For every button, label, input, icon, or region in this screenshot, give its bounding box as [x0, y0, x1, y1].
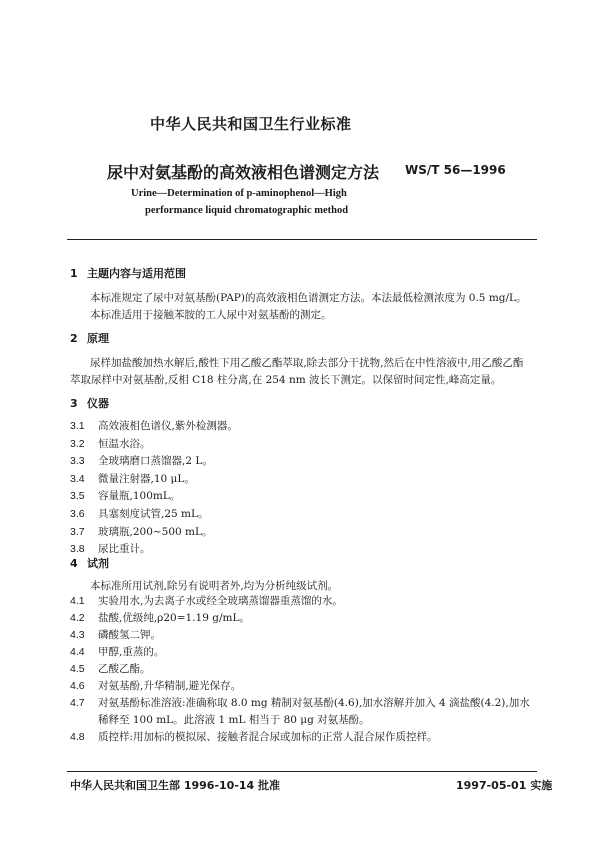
list-item	[70, 661, 151, 676]
item-number: 3.2	[70, 437, 85, 450]
section-4-heading	[70, 555, 109, 571]
item-text: 具塞刻度试管,25 mL。	[98, 508, 209, 520]
section-4-intro: 本标准所用试剂,除另有说明者外,均为分析纯级试剂。	[90, 580, 339, 592]
list-item	[70, 453, 213, 468]
standard-code: WS/T 56—1996	[405, 163, 506, 177]
list-item	[70, 541, 151, 556]
section-number: 4	[70, 557, 78, 570]
section-number: 2	[70, 332, 78, 345]
header-divider	[67, 239, 537, 240]
item-text: 对氨基酚,升华精制,避光保存。	[98, 680, 242, 692]
section-3-heading	[70, 395, 109, 411]
item-number: 4.2	[70, 612, 85, 624]
item-number: 4.5	[70, 663, 85, 675]
footer-divider	[67, 771, 537, 772]
list-item	[70, 593, 343, 608]
item-text: 实验用水,为去离子水或经全玻璃蒸馏器重蒸馏的水。	[98, 595, 343, 607]
list-item	[70, 610, 250, 625]
section-1-paragraph-2: 本标准适用于接触苯胺的工人尿中对氨基酚的测定。	[90, 309, 332, 321]
item-number: 4.7	[70, 697, 85, 709]
section-2-paragraph-line-1: 尿样加盐酸加热水解后,酸性下用乙酸乙酯萃取,除去部分干扰物,然后在中性溶液中,用乙酸乙酯	[90, 357, 524, 369]
item-number: 3.3	[70, 455, 85, 468]
approval-date: 中华人民共和国卫生部 1996-10-14 批准	[70, 779, 281, 792]
english-title-line-2: performance liquid chromatographic method	[145, 205, 349, 216]
section-title: 试剂	[87, 557, 109, 570]
list-item	[70, 678, 241, 693]
section-number: 3	[70, 397, 78, 410]
list-item	[70, 436, 151, 451]
document-title: 尿中对氨基酚的高效液相色谱测定方法	[107, 163, 380, 182]
implementation-date: 1997-05-01 实施	[456, 779, 553, 792]
list-item	[70, 506, 208, 521]
item-text: 乙酸乙酯。	[98, 663, 151, 675]
issuing-organization: 中华人民共和国卫生行业标准	[150, 115, 352, 133]
list-item	[70, 644, 164, 659]
item-text: 微量注射器,10 μL。	[98, 472, 195, 485]
item-text: 恒温水浴。	[98, 437, 151, 450]
item-number: 4.8	[70, 731, 85, 743]
item-text: 稀释至 100 mL。此溶液 1 mL 相当于 80 μg 对氨基酚。	[98, 714, 370, 726]
item-number: 4.1	[70, 595, 85, 607]
item-text: 尿比重计。	[98, 543, 151, 556]
section-1-paragraph-1: 本标准规定了尿中对氨基酚(PAP)的高效液相色谱测定方法。本法最低检测浓度为 0.5 mg/L。	[90, 292, 527, 304]
item-number: 3.5	[70, 490, 85, 503]
english-title-line-1: Urine—Determination of p-aminophenol—High	[131, 188, 347, 199]
list-item	[70, 695, 530, 710]
item-text: 玻璃瓶,200~500 mL。	[98, 525, 213, 538]
item-text: 对氨基酚标准溶液:准确称取 8.0 mg 精制对氨基酚(4.6),加水溶解并加入 4 滴盐酸(4.2),加水	[98, 697, 530, 709]
section-title: 主题内容与适用范围	[87, 267, 186, 280]
item-number: 4.4	[70, 646, 85, 658]
item-number: 3.6	[70, 508, 85, 520]
item-text: 甲醇,重蒸的。	[98, 646, 165, 658]
item-number: 4.3	[70, 629, 85, 641]
list-item	[70, 729, 438, 744]
item-text: 高效液相色谱仪,紫外检测器。	[98, 420, 238, 432]
section-title: 原理	[87, 332, 109, 345]
section-1-heading	[70, 265, 186, 281]
section-title: 仪器	[87, 397, 109, 410]
list-item	[70, 488, 180, 503]
section-number: 1	[70, 267, 78, 280]
item-text: 质控样:用加标的模拟尿、接触者混合尿或加标的正常人混合尿作质控样。	[98, 731, 438, 743]
item-number: 4.6	[70, 680, 85, 692]
item-number: 3.1	[70, 420, 85, 432]
item-number: 3.7	[70, 525, 85, 538]
list-item	[70, 418, 238, 433]
list-item	[70, 471, 195, 486]
item-text: 容量瓶,100mL。	[98, 490, 181, 503]
list-item	[70, 712, 370, 727]
section-2-heading	[70, 330, 109, 346]
list-item	[70, 627, 161, 642]
list-item	[70, 524, 213, 539]
item-text: 全玻璃磨口蒸馏器,2 L。	[98, 455, 213, 468]
item-text: 盐酸,优级纯,ρ20=1.19 g/mL。	[98, 612, 250, 624]
item-number: 3.8	[70, 543, 85, 556]
item-number: 3.4	[70, 472, 85, 485]
item-text: 磷酸氢二钾。	[98, 629, 161, 641]
section-2-paragraph-line-2: 萃取尿样中对氨基酚,反相 C18 柱分离,在 254 nm 波长下测定。以保留时间定性,峰高定量。	[70, 374, 502, 386]
